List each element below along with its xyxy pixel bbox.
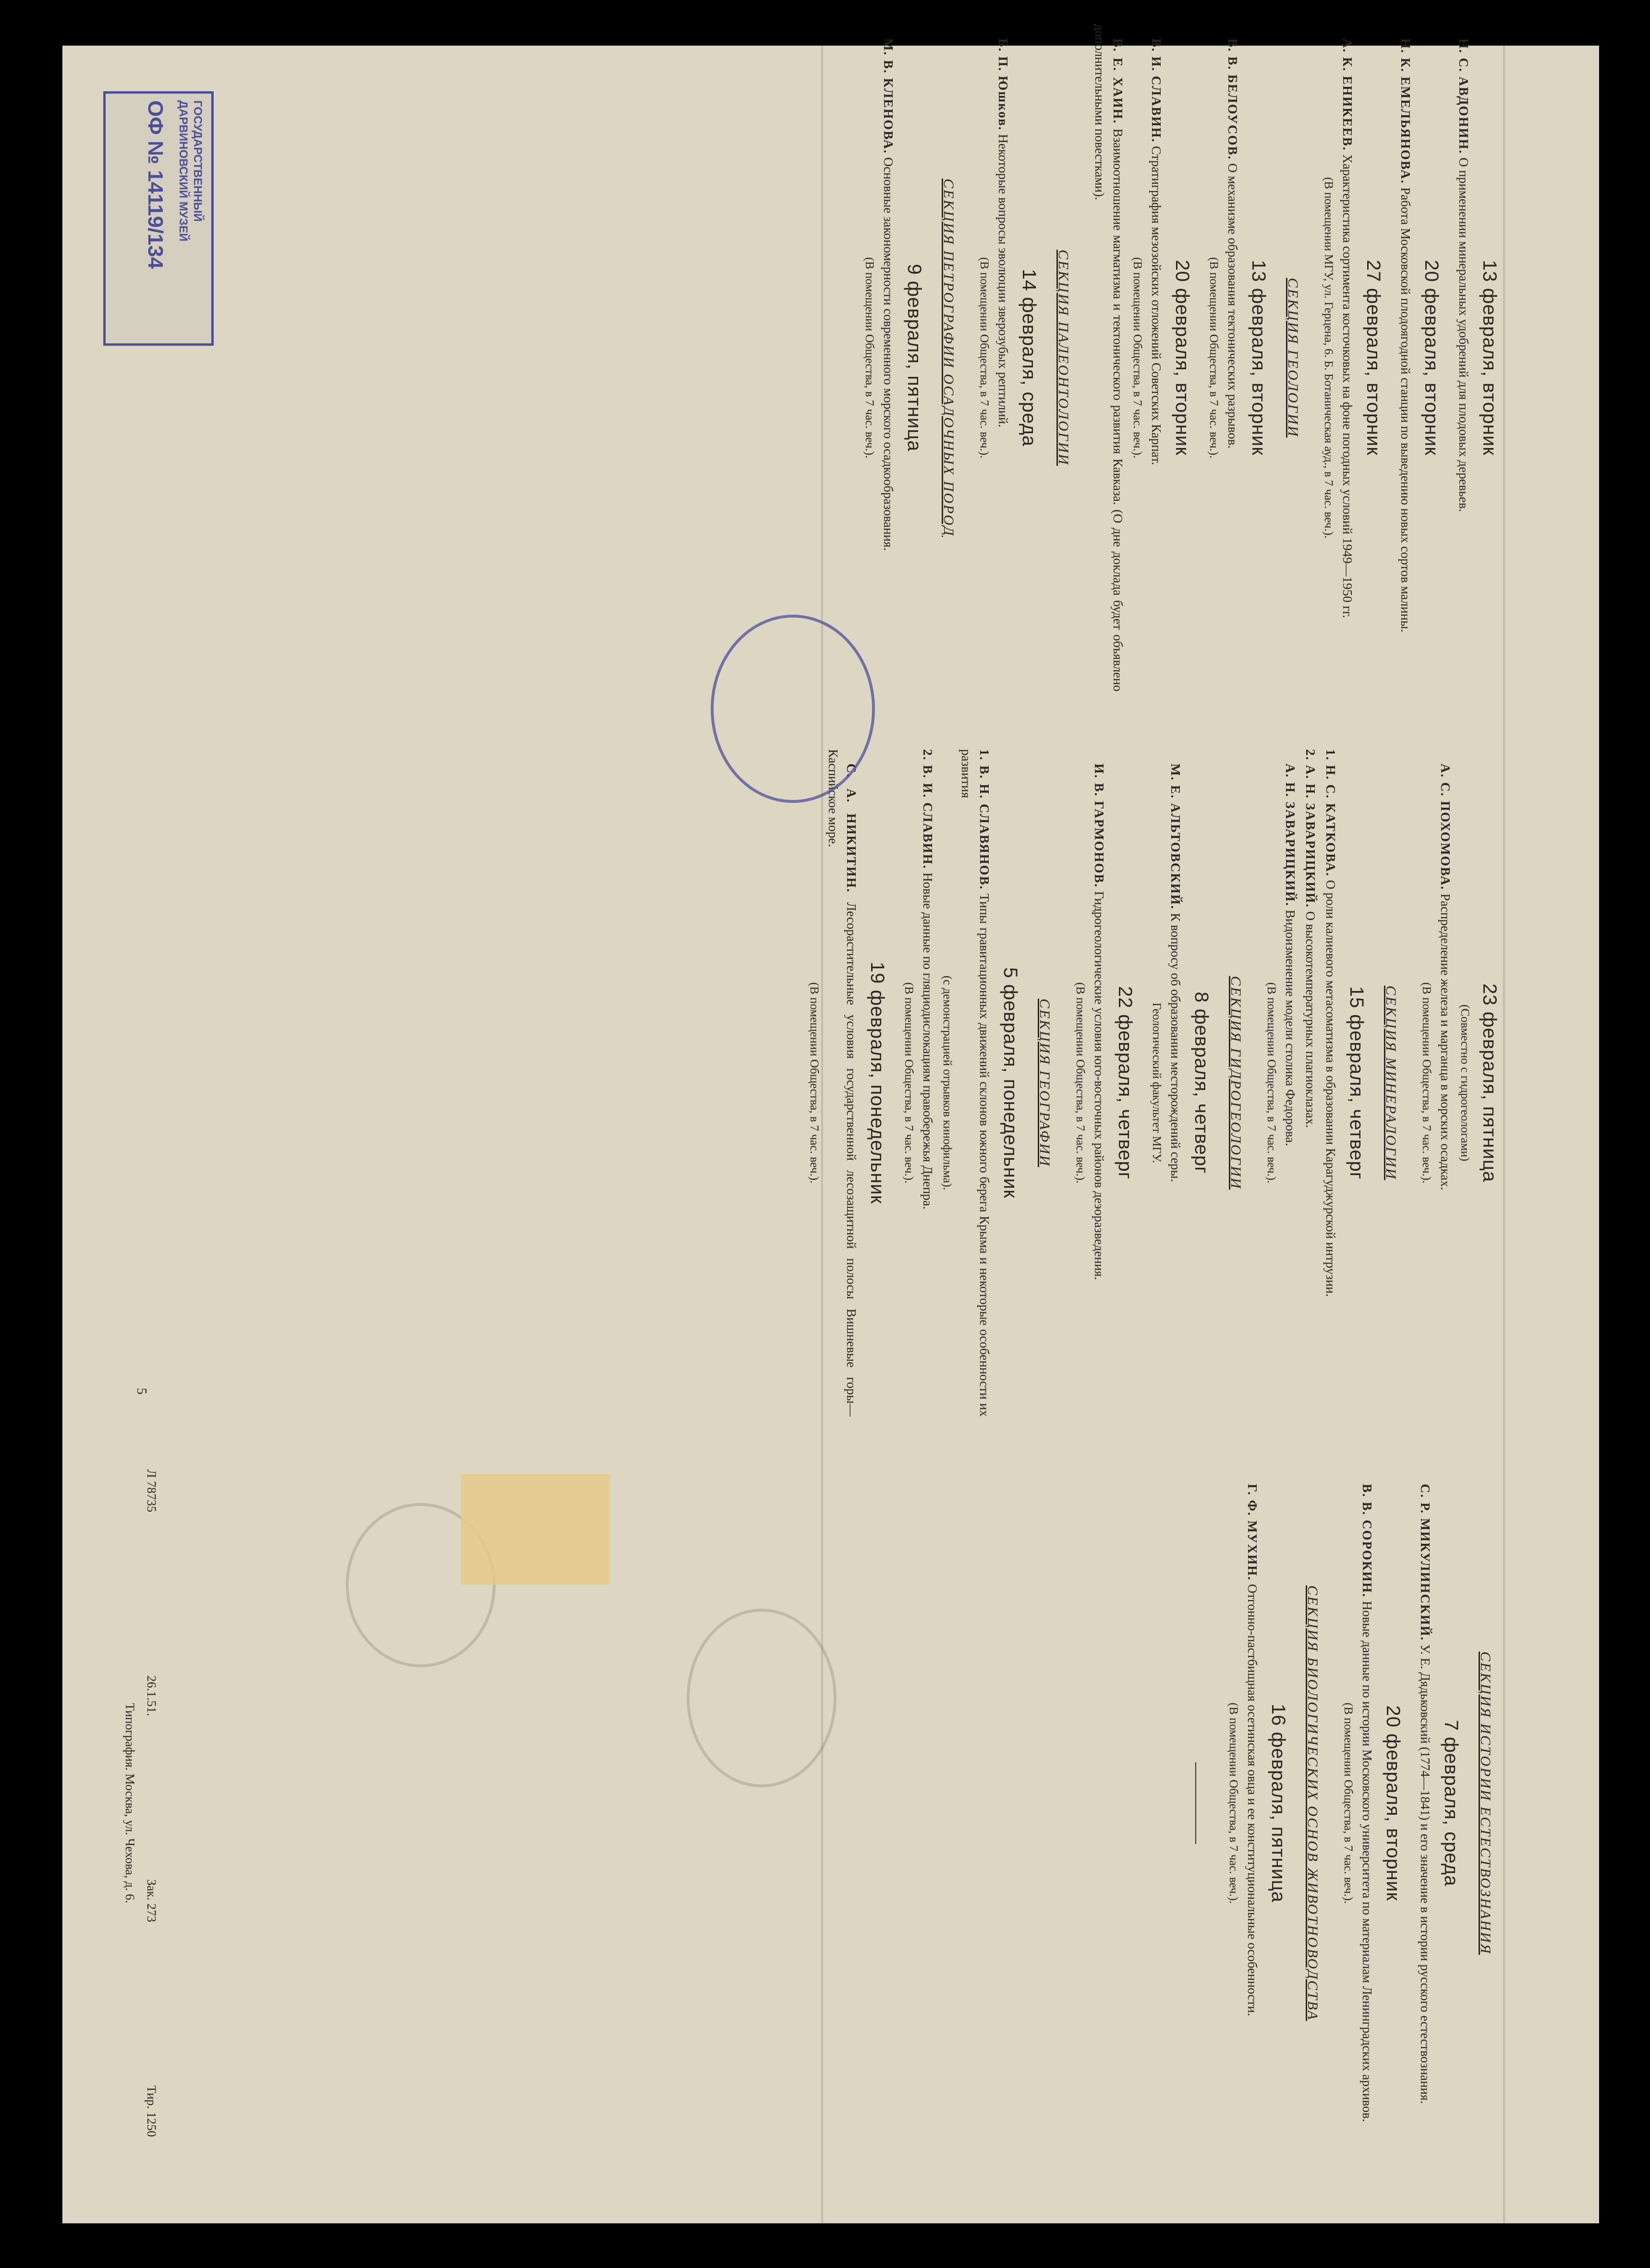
report-title: О применении минеральных удобрений для плодовых деревьев. — [1456, 154, 1471, 512]
section-heading: СЕКЦИЯ БИОЛОГИЧЕСКИХ ОСНОВ ЖИВОТНОВОДСТВА — [1305, 1585, 1321, 2021]
report-entry — [1091, 24, 1127, 691]
report-author: И. В. ГАРМОНОВ. — [1092, 764, 1106, 888]
venue-note: (В помещении Общества, в 7 час. веч.). — [808, 982, 821, 1184]
meeting-date: 27 февраля, вторник — [1363, 260, 1384, 456]
report-title: О высокотемпературных плагиоклазах. — [1303, 908, 1318, 1128]
page-number: 5 — [134, 1388, 149, 1395]
section-heading: СЕКЦИЯ ГЕОГРАФИИ — [1037, 998, 1053, 1167]
section-heading: СЕКЦИЯ ПАЛЕОНТОЛОГИИ — [1056, 249, 1071, 466]
postmark-stamp — [711, 615, 875, 803]
report-entry — [1147, 24, 1165, 691]
meeting-date: 14 февраля, среда — [1019, 269, 1040, 447]
report-entry — [824, 749, 861, 1417]
stamp-number: ОФ № 14119/134 — [144, 100, 167, 269]
separator-rule — [1195, 1762, 1196, 1844]
report-author: В. В. СОРОКИН. — [1360, 1484, 1374, 1598]
report-title: Отгонно-пастбищная осетинская овца и ее конституциональные особенности. — [1245, 1580, 1260, 2016]
report-author: В. В. БЕЛОУСОВ. — [1225, 38, 1240, 160]
report-entry — [1090, 749, 1108, 1417]
report-author: 2. А. Н. ЗАВАРИЦКИЙ. — [1303, 749, 1318, 908]
report-entry — [919, 749, 937, 1417]
imprint-date: 26.1.51. — [145, 1675, 158, 1716]
report-entry — [957, 749, 994, 1417]
report-author: М. В. КЛЕНОВА. — [881, 38, 896, 154]
meeting-date: 5 февраля, понедельник — [1000, 967, 1021, 1199]
venue-note: (В помещении Общества, в 7 час. веч.). — [1074, 982, 1087, 1184]
venue-note: (В помещении Общества, в 7 час. веч.). — [863, 257, 876, 459]
venue-note: (В помещении Общества, в 7 час. веч.). — [1420, 982, 1433, 1184]
report-author: 1. Н. С. КАТКОВА. — [1323, 749, 1338, 877]
report-entry — [879, 24, 898, 691]
report-title: Гидрогеологические условия юго-восточных районов деэоразведения. — [1092, 887, 1106, 1280]
rotated-print — [5, 5, 1532, 2173]
section-heading: СЕКЦИЯ ГИДРОГЕОЛОГИИ — [1228, 976, 1244, 1190]
section-heading: СЕКЦИЯ ПЕТРОГРАФИИ ОСАДОЧНЫХ ПОРОД — [941, 178, 957, 537]
meeting-date: 19 февраля, понедельник — [867, 961, 888, 1204]
venue-note: (В помещении Общества, в 7 час. веч.). — [1131, 257, 1144, 459]
venue-note: (В помещении Общества, в 7 час. веч.). — [1265, 982, 1278, 1184]
meeting-date: 23 февраля, пятница — [1479, 983, 1500, 1182]
section-heading: СЕКЦИЯ МИНЕРАЛОГИИ — [1383, 985, 1399, 1180]
faint-postmark-stamp — [687, 1609, 837, 1787]
report-author: С. Р. МИКУЛИНСКИЙ. — [1418, 1484, 1432, 1641]
column-right — [1166, 1469, 1513, 2137]
report-entry — [1243, 1469, 1262, 2137]
meeting-date: 13 февраля, вторник — [1479, 260, 1500, 456]
venue-note: (В помещении Общества, в 7 час. веч.). — [1207, 257, 1220, 459]
venue-note: (с демонстрацией отрывков кинофильма). — [941, 975, 954, 1190]
report-entry — [1358, 1469, 1376, 2137]
report-entry — [1224, 24, 1242, 691]
meeting-date: 8 февраля, четверг — [1191, 992, 1212, 1174]
section-heading: СЕКЦИЯ ГЕОЛОГИИ — [1285, 278, 1301, 438]
report-entry — [1301, 749, 1320, 1417]
venue-note: (В помещении Общества, в 7 час. веч.). — [978, 257, 991, 459]
report-title: Новые данные по гляциодислокациям правобережья Днепра. — [921, 869, 935, 1210]
report-author: М. Е. АЛЬТОВСКИЙ. — [1168, 764, 1183, 910]
report-title: О механизме образования тектонических разрывов. — [1225, 160, 1240, 449]
report-title: Видоизменение модели столика Федорова. — [1283, 906, 1298, 1146]
report-entry — [1436, 749, 1455, 1417]
report-entry — [1281, 749, 1299, 1417]
meeting-date: 20 февраля, вторник — [1421, 260, 1442, 456]
report-author: Б. П. Юшков. — [996, 38, 1010, 131]
imprint-code: Л 78735 — [145, 1469, 158, 1513]
meeting-date: 16 февраля, пятница — [1268, 1704, 1289, 1903]
meeting-date: 7 февраля, среда — [1441, 1720, 1462, 1887]
report-title: Взаимоотношение магматизма и тектонического развития Кавказа. (О дне доклада будет объявлено дополнительными повестками). — [1092, 24, 1125, 691]
report-author: А. Н. ЗАВАРИЦКИЙ. — [1283, 764, 1298, 907]
report-author: В. Е. ХАИН. — [1111, 38, 1125, 124]
report-title: Некоторые вопросы эволюции зверозубых рептилий. — [996, 131, 1010, 427]
report-entry — [1455, 24, 1473, 691]
imprint-order: Зак. 273 — [145, 1879, 158, 1922]
report-author: В. И. СЛАВИН. — [1149, 38, 1164, 143]
venue-note: (В помещении Общества, в 7 час. веч.). — [1227, 1702, 1240, 1904]
report-title: Стратиграфия мезозойских отложений Советских Карпат. — [1149, 143, 1164, 465]
report-title: Распределение железа и марганца в морских осадках. — [1438, 890, 1453, 1190]
report-author: Н. К. ЕМЕЛЬЯНОВА. — [1398, 38, 1413, 184]
report-author: А. К. ЕНИКЕЕВ. — [1340, 38, 1355, 151]
venue-note: (В помещении Общества, в 7 час. веч.). — [1342, 1702, 1355, 1904]
meeting-date: 15 февраля, четверг — [1346, 986, 1367, 1180]
report-author: 1. В. Н. СЛАВЯНОВ. — [977, 749, 992, 890]
report-entry — [1322, 749, 1340, 1417]
meeting-date: 13 февраля, вторник — [1248, 260, 1269, 456]
report-author: Г. Ф. МУХИН. — [1245, 1484, 1260, 1581]
meeting-date: 20 февраля, вторник — [1383, 1705, 1404, 1901]
report-title: Работа Московской плодоягодной станции по выведению новых сортов малины. — [1398, 184, 1413, 632]
section-heading: СЕКЦИЯ ИСТОРИИ ЕСТЕСТВОЗНАНИЯ — [1478, 1651, 1493, 1955]
report-author: 2. В. И. СЛАВИН. — [921, 749, 935, 870]
stamp-line-2: ДАРВИНОВСКИЙ МУЗЕЙ — [177, 100, 190, 242]
column-middle — [806, 749, 1513, 1417]
tape-mark — [461, 1474, 610, 1585]
report-title: У. Е. Дядьковский (1774—1841) и его значение в истории русского естествознания. — [1418, 1641, 1432, 2104]
venue-note: (Совместно с гидрогеологами) — [1458, 1004, 1471, 1162]
venue-note: Геологический факультет МГУ. — [1150, 1002, 1163, 1164]
imprint-run: Тир. 1250 — [145, 2085, 158, 2137]
report-author: С. А. НИКИТИН. — [844, 764, 859, 893]
report-title: О роли калиевого метасоматизма в образовании Карагуджурской интрузии. — [1323, 876, 1338, 1297]
imprint-line — [144, 1469, 158, 2137]
report-title: К вопросу об образовании месторождений серы. — [1168, 910, 1183, 1182]
museum-stamp — [103, 91, 214, 346]
report-entry — [1416, 1469, 1434, 2137]
report-author: А. С. ПОХОМОВА. — [1438, 764, 1453, 891]
imprint-printer: Типография. Москва, ул. Чехова, д. 6. — [123, 1703, 137, 1904]
report-title: Основные закономерности современного морского осадкообразования. — [881, 154, 896, 551]
stamp-line-1: ГОСУДАРСТВЕННЫЙ — [191, 100, 204, 222]
meeting-date: 9 февраля, пятница — [904, 264, 925, 452]
column-left — [861, 24, 1513, 691]
venue-note: (В помещении МГУ, ул. Герцена, 6. Б. Ботаническая ауд., в 7 час. веч.). — [1322, 177, 1335, 539]
report-title: Лесорастительные условия государственной лесозащитной полосы Вишневые горы—Каспийское море. — [826, 749, 859, 1417]
report-entry — [1396, 24, 1415, 691]
meeting-date: 20 февраля, вторник — [1172, 260, 1193, 456]
venue-note: (В помещении Общества, в 7 час. веч.). — [902, 982, 915, 1184]
report-entry — [1338, 24, 1357, 691]
report-author: Н. С. АВДОНИН. — [1456, 38, 1471, 155]
report-entry — [1166, 749, 1185, 1417]
meeting-date: 22 февраля, четверг — [1115, 986, 1136, 1180]
report-title: Характеристика сортимента косточковых на фоне погодных условий 1949—1950 гг. — [1340, 151, 1355, 619]
report-entry — [994, 24, 1012, 691]
report-title: Новые данные по истории Московского университета по материалам Ленинградских архивов. — [1360, 1598, 1374, 2122]
report-title: Типы гравитационных движений склонов южного берега Крыма и некоторые особенности их развития — [959, 749, 992, 1417]
